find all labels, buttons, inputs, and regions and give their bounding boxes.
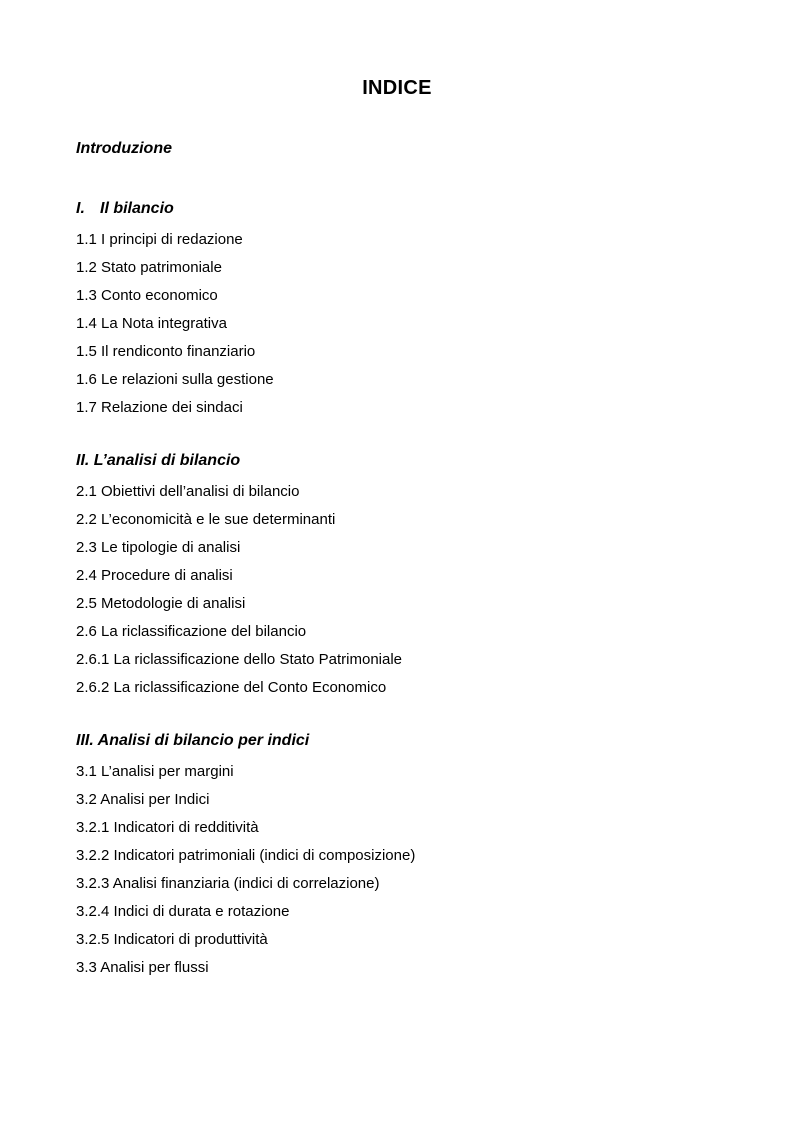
toc-section-heading: II. L’analisi di bilancio — [76, 452, 241, 469]
toc-item: 1.1 I principi di redazione — [76, 231, 243, 248]
toc-section-2 — [76, 450, 756, 702]
toc-item: 2.5 Metodologie di analisi — [76, 595, 246, 612]
table-of-contents — [76, 138, 756, 1010]
page-title: INDICE — [362, 77, 432, 99]
toc-item: 1.2 Stato patrimoniale — [76, 259, 222, 276]
toc-item: 3.2.2 Indicatori patrimoniali (indici di composizione) — [76, 847, 416, 864]
toc-section-heading: III. Analisi di bilancio per indici — [76, 732, 310, 749]
toc-section-number: I. — [76, 200, 85, 217]
toc-item: 2.3 Le tipologie di analisi — [76, 539, 241, 556]
toc-item: 3.2.5 Indicatori di produttività — [76, 931, 268, 948]
toc-section-heading — [76, 198, 756, 220]
toc-item: 2.1 Obiettivi dell’analisi di bilancio — [76, 483, 300, 500]
toc-item: 1.5 Il rendiconto finanziario — [76, 343, 256, 360]
toc-item: 2.6.1 La riclassificazione dello Stato Patrimoniale — [76, 651, 403, 668]
toc-item: 3.2.1 Indicatori di redditività — [76, 819, 259, 836]
toc-introduction: Introduzione — [76, 140, 172, 157]
toc-item: 3.2 Analisi per Indici — [76, 791, 210, 808]
toc-item: 3.2.3 Analisi finanziaria (indici di correlazione) — [76, 875, 380, 892]
toc-section-title: Il bilancio — [100, 200, 174, 217]
toc-section-1 — [76, 198, 756, 422]
toc-item: 1.6 Le relazioni sulla gestione — [76, 371, 274, 388]
toc-item: 1.4 La Nota integrativa — [76, 315, 227, 332]
toc-item: 2.4 Procedure di analisi — [76, 567, 233, 584]
toc-item: 3.1 L’analisi per margini — [76, 763, 234, 780]
toc-item: 2.6.2 La riclassificazione del Conto Economico — [76, 679, 387, 696]
toc-item: 1.7 Relazione dei sindaci — [76, 399, 243, 416]
toc-item: 2.2 L’economicità e le sue determinanti — [76, 511, 336, 528]
toc-item: 3.2.4 Indici di durata e rotazione — [76, 903, 290, 920]
toc-item: 1.3 Conto economico — [76, 287, 218, 304]
toc-item: 3.3 Analisi per flussi — [76, 959, 209, 976]
toc-item: 2.6 La riclassificazione del bilancio — [76, 623, 307, 640]
toc-section-3 — [76, 730, 756, 982]
